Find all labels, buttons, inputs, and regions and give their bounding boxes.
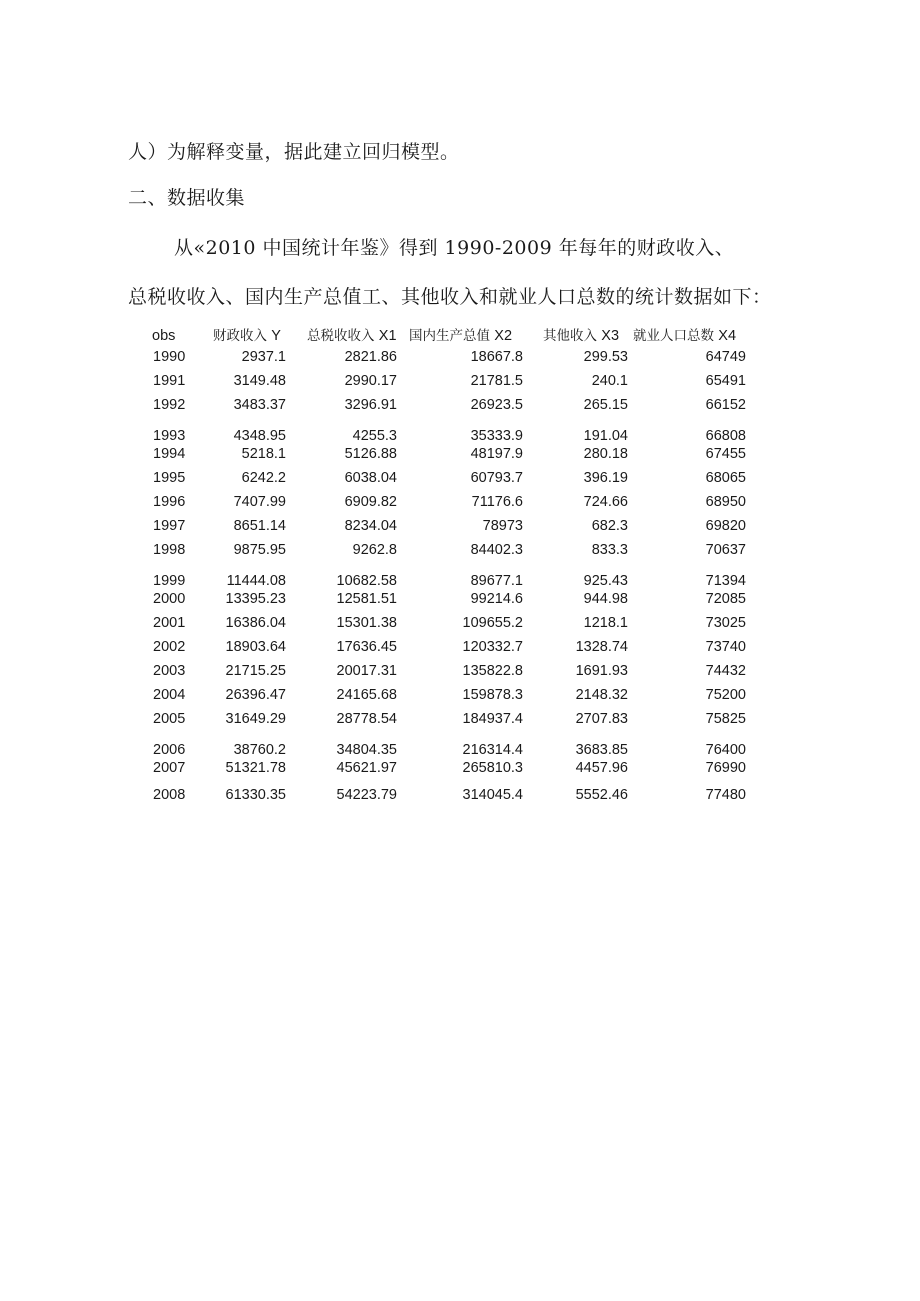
cell-obs: 2008 bbox=[153, 787, 186, 803]
cell-obs: 1990 bbox=[153, 349, 186, 365]
cell-x4: 73740 bbox=[705, 639, 746, 655]
cell-x4: 67455 bbox=[705, 446, 746, 462]
cell-x3: 2148.32 bbox=[575, 687, 628, 703]
cell-x1: 28778.54 bbox=[336, 711, 397, 727]
cell-y: 18903.64 bbox=[225, 639, 286, 655]
cell-y: 26396.47 bbox=[225, 687, 286, 703]
cell-obs: 2003 bbox=[153, 663, 186, 679]
cell-x3: 944.98 bbox=[583, 591, 628, 607]
cell-x2: 78973 bbox=[482, 518, 523, 534]
cell-y: 16386.04 bbox=[225, 615, 286, 631]
cell-x4: 70637 bbox=[705, 542, 746, 558]
cell-x4: 66152 bbox=[705, 397, 746, 413]
cell-x3: 396.19 bbox=[583, 470, 628, 486]
cell-x4: 65491 bbox=[705, 373, 746, 389]
header-x3 bbox=[543, 327, 619, 345]
cell-y: 5218.1 bbox=[241, 446, 286, 462]
cell-y: 9875.95 bbox=[233, 542, 286, 558]
header-x1-code: X1 bbox=[378, 328, 397, 344]
cell-x4: 71394 bbox=[705, 573, 746, 589]
cell-x3: 682.3 bbox=[591, 518, 628, 534]
cell-y: 3149.48 bbox=[233, 373, 286, 389]
cell-x3: 833.3 bbox=[591, 542, 628, 558]
cell-x1: 2990.17 bbox=[344, 373, 397, 389]
cell-y: 61330.35 bbox=[225, 787, 286, 803]
cell-x3: 4457.96 bbox=[575, 760, 628, 776]
cell-x2: 71176.6 bbox=[471, 494, 523, 510]
cell-x2: 84402.3 bbox=[470, 542, 523, 558]
cell-x2: 314045.4 bbox=[462, 787, 523, 803]
cell-x1: 4255.3 bbox=[352, 428, 397, 444]
cell-obs: 1993 bbox=[153, 428, 186, 444]
cell-x4: 77480 bbox=[705, 787, 746, 803]
cell-x2: 109655.2 bbox=[462, 615, 523, 631]
cell-y: 51321.78 bbox=[225, 760, 286, 776]
header-y-code: Y bbox=[271, 328, 281, 344]
cell-x3: 1328.74 bbox=[575, 639, 628, 655]
cell-y: 38760.2 bbox=[233, 742, 286, 758]
header-x3-cn: 其他收入 bbox=[543, 328, 602, 344]
cell-x2: 26923.5 bbox=[470, 397, 523, 413]
cell-y: 31649.29 bbox=[225, 711, 286, 727]
cell-x2: 99214.6 bbox=[470, 591, 523, 607]
cell-x4: 68950 bbox=[705, 494, 746, 510]
cell-obs: 2005 bbox=[153, 711, 186, 727]
cell-obs: 1992 bbox=[153, 397, 186, 413]
cell-obs: 1996 bbox=[153, 494, 186, 510]
cell-x1: 8234.04 bbox=[344, 518, 397, 534]
paragraph-intro-end: 人）为解释变量，据此建立回归模型。 bbox=[128, 141, 460, 163]
header-x2-cn: 国内生产总值 bbox=[409, 328, 495, 344]
header-x1 bbox=[307, 327, 397, 345]
cell-x1: 54223.79 bbox=[336, 787, 397, 803]
cell-x1: 6038.04 bbox=[344, 470, 397, 486]
cell-x2: 21781.5 bbox=[470, 373, 523, 389]
cell-x4: 76990 bbox=[705, 760, 746, 776]
cell-y: 7407.99 bbox=[233, 494, 286, 510]
cell-x3: 191.04 bbox=[583, 428, 628, 444]
header-obs bbox=[152, 327, 175, 345]
cell-x1: 12581.51 bbox=[336, 591, 397, 607]
cell-obs: 2006 bbox=[153, 742, 186, 758]
cell-x2: 18667.8 bbox=[470, 349, 523, 365]
cell-x3: 265.15 bbox=[583, 397, 628, 413]
cell-x2: 60793.7 bbox=[470, 470, 523, 486]
header-x3-code: X3 bbox=[601, 328, 620, 344]
cell-y: 13395.23 bbox=[225, 591, 286, 607]
cell-x4: 75825 bbox=[705, 711, 746, 727]
cell-obs: 2000 bbox=[153, 591, 186, 607]
cell-y: 21715.25 bbox=[225, 663, 286, 679]
cell-y: 8651.14 bbox=[233, 518, 286, 534]
cell-obs: 1997 bbox=[153, 518, 186, 534]
cell-x4: 73025 bbox=[705, 615, 746, 631]
cell-x4: 66808 bbox=[705, 428, 746, 444]
cell-obs: 1995 bbox=[153, 470, 186, 486]
cell-x2: 184937.4 bbox=[462, 711, 523, 727]
cell-x4: 69820 bbox=[705, 518, 746, 534]
cell-x1: 10682.58 bbox=[336, 573, 397, 589]
cell-obs: 1998 bbox=[153, 542, 186, 558]
cell-y: 2937.1 bbox=[241, 349, 286, 365]
paragraph-data-source-line1: 从«2010 中国统计年鉴》得到 1990-2009 年每年的财政收入、 bbox=[174, 237, 735, 259]
section-heading-data-collection: 二、数据收集 bbox=[128, 187, 246, 209]
cell-x2: 265810.3 bbox=[462, 760, 523, 776]
cell-y: 4348.95 bbox=[233, 428, 286, 444]
cell-x4: 74432 bbox=[705, 663, 746, 679]
cell-x2: 216314.4 bbox=[462, 742, 523, 758]
cell-x1: 17636.45 bbox=[336, 639, 397, 655]
cell-obs: 1999 bbox=[153, 573, 186, 589]
cell-obs: 2002 bbox=[153, 639, 186, 655]
cell-obs: 1994 bbox=[153, 446, 186, 462]
header-y-cn: 财政收入 bbox=[213, 328, 272, 344]
header-x1-cn: 总税收收入 bbox=[307, 328, 379, 344]
cell-x3: 1691.93 bbox=[575, 663, 628, 679]
header-obs-code: obs bbox=[152, 328, 176, 344]
cell-x2: 120332.7 bbox=[462, 639, 523, 655]
cell-x1: 5126.88 bbox=[344, 446, 397, 462]
cell-x2: 48197.9 bbox=[470, 446, 523, 462]
header-x2-code: X2 bbox=[494, 328, 513, 344]
header-x4-code: X4 bbox=[718, 328, 737, 344]
cell-x4: 64749 bbox=[705, 349, 746, 365]
cell-obs: 2001 bbox=[153, 615, 186, 631]
header-x4-cn: 就业人口总数 bbox=[633, 328, 719, 344]
cell-x3: 3683.85 bbox=[575, 742, 628, 758]
cell-x1: 2821.86 bbox=[344, 349, 397, 365]
cell-x2: 89677.1 bbox=[470, 573, 523, 589]
cell-x4: 68065 bbox=[705, 470, 746, 486]
cell-x3: 925.43 bbox=[583, 573, 628, 589]
cell-x1: 3296.91 bbox=[344, 397, 397, 413]
cell-x4: 76400 bbox=[705, 742, 746, 758]
cell-x3: 2707.83 bbox=[575, 711, 628, 727]
cell-x1: 6909.82 bbox=[344, 494, 397, 510]
cell-obs: 1991 bbox=[153, 373, 186, 389]
cell-y: 11444.08 bbox=[226, 573, 286, 589]
cell-x2: 135822.8 bbox=[462, 663, 523, 679]
header-y bbox=[213, 327, 281, 345]
cell-x1: 45621.97 bbox=[336, 760, 397, 776]
cell-x3: 280.18 bbox=[583, 446, 628, 462]
cell-x3: 299.53 bbox=[583, 349, 628, 365]
cell-x1: 24165.68 bbox=[336, 687, 397, 703]
cell-x1: 34804.35 bbox=[336, 742, 397, 758]
cell-obs: 2007 bbox=[153, 760, 186, 776]
cell-x1: 9262.8 bbox=[352, 542, 397, 558]
cell-x4: 75200 bbox=[705, 687, 746, 703]
cell-x3: 240.1 bbox=[591, 373, 628, 389]
paragraph-data-source-line2: 总税收收入、国内生产总值工、其他收入和就业人口总数的统计数据如下： bbox=[128, 286, 772, 308]
cell-x3: 5552.46 bbox=[575, 787, 628, 803]
cell-x3: 724.66 bbox=[583, 494, 628, 510]
header-x4 bbox=[633, 327, 736, 345]
cell-x4: 72085 bbox=[705, 591, 746, 607]
header-x2 bbox=[409, 327, 512, 345]
cell-x1: 20017.31 bbox=[336, 663, 397, 679]
cell-y: 3483.37 bbox=[233, 397, 286, 413]
cell-x3: 1218.1 bbox=[583, 615, 628, 631]
cell-y: 6242.2 bbox=[241, 470, 286, 486]
cell-x1: 15301.38 bbox=[336, 615, 397, 631]
cell-x2: 159878.3 bbox=[462, 687, 523, 703]
cell-x2: 35333.9 bbox=[470, 428, 523, 444]
cell-obs: 2004 bbox=[153, 687, 186, 703]
